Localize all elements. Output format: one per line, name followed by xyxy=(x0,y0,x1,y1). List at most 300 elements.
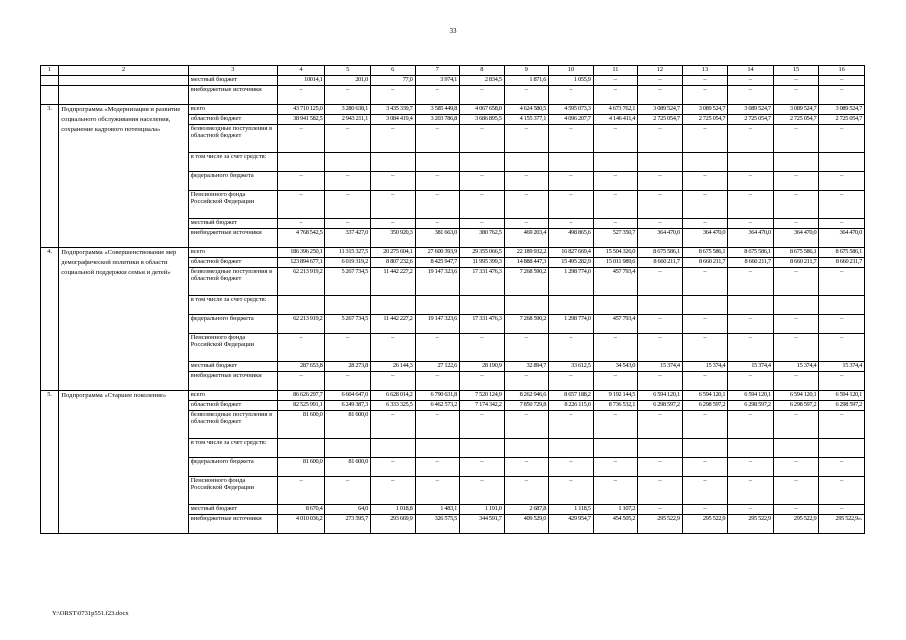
value-cell: – xyxy=(682,219,728,229)
value-cell: – xyxy=(504,477,549,505)
value-cell: 11 442 227,2 xyxy=(370,315,415,334)
value-cell: – xyxy=(460,125,505,153)
value-cell: – xyxy=(773,315,819,334)
funding-source-cell: в том числе за счет средств: xyxy=(188,439,277,458)
header-cell: 11 xyxy=(593,66,638,76)
value-cell: – xyxy=(638,477,683,505)
funding-source-cell: в том числе за счет средств: xyxy=(188,296,277,315)
value-cell xyxy=(638,153,683,172)
value-cell: 6 298 597,2 xyxy=(819,401,865,411)
value-cell: – xyxy=(370,191,415,219)
value-cell xyxy=(819,153,865,172)
table-row xyxy=(41,391,865,401)
funding-source-cell: внебюджетные источники xyxy=(188,86,277,105)
value-cell: 1 298 774,0 xyxy=(549,268,594,296)
value-cell: 364 470,0 xyxy=(773,229,819,248)
value-cell: – xyxy=(504,191,549,219)
value-cell: – xyxy=(819,372,865,391)
value-cell: 344 591,7 xyxy=(460,515,505,534)
value-cell: 381 663,0 xyxy=(415,229,460,248)
value-cell xyxy=(277,296,325,315)
value-cell: – xyxy=(819,458,865,477)
value-cell: 82 525 991,1 xyxy=(277,401,325,411)
program-name-cell xyxy=(59,86,189,105)
value-cell: – xyxy=(593,76,638,86)
value-cell: 81 600,0 xyxy=(325,458,371,477)
table-row xyxy=(41,105,865,115)
value-cell: 8 670,4 xyxy=(277,505,325,515)
value-cell xyxy=(370,439,415,458)
value-cell: 2 725 054,7 xyxy=(773,115,819,125)
value-cell: – xyxy=(593,458,638,477)
value-cell: – xyxy=(415,219,460,229)
value-cell: – xyxy=(549,411,594,439)
value-cell: – xyxy=(277,477,325,505)
value-cell: – xyxy=(415,411,460,439)
value-cell: 3 435 339,7 xyxy=(370,105,415,115)
value-cell: 27 122,6 xyxy=(415,362,460,372)
value-cell: – xyxy=(460,191,505,219)
value-cell: – xyxy=(773,458,819,477)
value-cell: 4 768 542,5 xyxy=(277,229,325,248)
value-cell: – xyxy=(728,372,774,391)
value-cell: 3 686 895,5 xyxy=(460,115,505,125)
value-cell xyxy=(325,296,371,315)
value-cell: – xyxy=(325,191,371,219)
value-cell: – xyxy=(504,411,549,439)
value-cell: 62 213 919,2 xyxy=(277,268,325,296)
value-cell: – xyxy=(460,86,505,105)
value-cell xyxy=(819,296,865,315)
value-cell xyxy=(728,439,774,458)
value-cell: 498 865,6 xyxy=(549,229,594,248)
value-cell: 7 520 124,9 xyxy=(460,391,505,401)
value-cell: – xyxy=(638,172,683,191)
value-cell: 8 675 586,1 xyxy=(773,248,819,258)
value-cell: – xyxy=(504,372,549,391)
value-cell: 38 941 582,5 xyxy=(277,115,325,125)
value-cell: 6 604 647,0 xyxy=(325,391,371,401)
value-cell: – xyxy=(819,172,865,191)
funding-source-cell: местный бюджет xyxy=(188,219,277,229)
value-cell: 4 673 762,1 xyxy=(593,105,638,115)
value-cell: – xyxy=(682,372,728,391)
value-cell xyxy=(325,439,371,458)
value-cell: 26 144,3 xyxy=(370,362,415,372)
value-cell: 7 850 729,8 xyxy=(504,401,549,411)
value-cell: – xyxy=(773,505,819,515)
value-cell: 6 594 120,1 xyxy=(819,391,865,401)
value-cell: – xyxy=(549,458,594,477)
value-cell: – xyxy=(504,334,549,362)
value-cell: – xyxy=(773,334,819,362)
value-cell: 7 174 342,2 xyxy=(460,401,505,411)
value-cell: – xyxy=(728,458,774,477)
value-cell: 8 675 586,1 xyxy=(638,248,683,258)
value-cell xyxy=(415,153,460,172)
value-cell xyxy=(773,153,819,172)
value-cell: – xyxy=(682,86,728,105)
row-number-cell xyxy=(41,86,59,105)
value-cell: 2 725 054,7 xyxy=(682,115,728,125)
value-cell: 293 669,9 xyxy=(370,515,415,534)
value-cell: 15 495 282,9 xyxy=(549,258,594,268)
value-cell: 1 018,8 xyxy=(370,505,415,515)
value-cell: 15 374,4 xyxy=(819,362,865,372)
value-cell: – xyxy=(819,477,865,505)
value-cell xyxy=(504,439,549,458)
value-cell: – xyxy=(728,411,774,439)
value-cell: 15 011 989,6 xyxy=(593,258,638,268)
value-cell: – xyxy=(415,191,460,219)
value-cell: – xyxy=(819,334,865,362)
value-cell: 9 192 144,5 xyxy=(593,391,638,401)
value-cell: – xyxy=(593,191,638,219)
value-cell xyxy=(593,439,638,458)
value-cell: 1 483,1 xyxy=(415,505,460,515)
value-cell: – xyxy=(682,411,728,439)
value-cell: – xyxy=(593,477,638,505)
value-cell: – xyxy=(593,86,638,105)
value-cell: 186 396 250,1 xyxy=(277,248,325,258)
value-cell: – xyxy=(325,219,371,229)
value-cell: 457 793,4 xyxy=(593,268,638,296)
value-cell: 20 275 604,1 xyxy=(370,248,415,258)
value-cell: – xyxy=(728,477,774,505)
value-cell: 3 089 524,7 xyxy=(638,105,683,115)
value-cell: 6 249 387,3 xyxy=(325,401,371,411)
value-cell: – xyxy=(277,86,325,105)
value-cell: 7 268 590,2 xyxy=(504,268,549,296)
value-cell: – xyxy=(773,411,819,439)
value-cell: – xyxy=(415,125,460,153)
header-cell: 1 xyxy=(41,66,59,76)
value-cell: 3 089 524,7 xyxy=(728,105,774,115)
value-cell: – xyxy=(819,191,865,219)
value-cell: 34 543,0 xyxy=(593,362,638,372)
value-cell xyxy=(638,296,683,315)
value-cell: 3 280 638,1 xyxy=(325,105,371,115)
value-cell: – xyxy=(549,191,594,219)
value-cell: – xyxy=(460,172,505,191)
value-cell: 8 675 586,1 xyxy=(819,248,865,258)
value-cell: 409 529,0 xyxy=(504,515,549,534)
value-cell xyxy=(370,296,415,315)
header-cell: 12 xyxy=(638,66,683,76)
value-cell: – xyxy=(370,219,415,229)
value-cell xyxy=(773,296,819,315)
value-cell xyxy=(682,439,728,458)
page-number: 33 xyxy=(449,27,457,35)
value-cell: 28 273,8 xyxy=(325,362,371,372)
value-cell xyxy=(549,153,594,172)
value-cell: 27 600 393,9 xyxy=(415,248,460,258)
value-cell: – xyxy=(460,411,505,439)
value-cell: – xyxy=(549,125,594,153)
value-cell: – xyxy=(277,334,325,362)
value-cell: – xyxy=(638,458,683,477)
value-cell: – xyxy=(325,172,371,191)
header-cell: 14 xyxy=(728,66,774,76)
value-cell: – xyxy=(325,334,371,362)
funding-source-cell: Пенсионного фонда Российской Федерации xyxy=(188,334,277,362)
value-cell: – xyxy=(325,372,371,391)
value-cell: 6 298 597,2 xyxy=(638,401,683,411)
value-cell: 1 871,6 xyxy=(504,76,549,86)
value-cell: – xyxy=(325,86,371,105)
value-cell: 6 594 120,1 xyxy=(728,391,774,401)
value-cell: – xyxy=(638,505,683,515)
value-cell xyxy=(773,439,819,458)
value-cell: – xyxy=(638,191,683,219)
table-row xyxy=(41,86,865,105)
value-cell: 8 736 532,1 xyxy=(593,401,638,411)
value-cell: – xyxy=(773,172,819,191)
value-cell xyxy=(504,296,549,315)
value-cell: 1 055,9 xyxy=(549,76,594,86)
value-cell: 7 268 590,2 xyxy=(504,315,549,334)
value-cell: 6 019 319,2 xyxy=(325,258,371,268)
program-name-cell: Подпрограмма «Модернизация и развитие социального обслуживания населения, сохранение кадрового потенциала» xyxy=(59,105,189,248)
value-cell: – xyxy=(277,219,325,229)
value-cell: – xyxy=(593,334,638,362)
value-cell: 4 010 036,2 xyxy=(277,515,325,534)
value-cell: 8 657 188,2 xyxy=(549,391,594,401)
value-cell: – xyxy=(819,125,865,153)
header-cell: 4 xyxy=(277,66,325,76)
value-cell: 8 660 211,7 xyxy=(819,258,865,268)
value-cell: – xyxy=(638,315,683,334)
value-cell xyxy=(415,296,460,315)
value-cell: 8 425 947,7 xyxy=(415,258,460,268)
value-cell xyxy=(819,439,865,458)
value-cell xyxy=(460,153,505,172)
header-cell: 16 xyxy=(819,66,865,76)
value-cell xyxy=(415,439,460,458)
value-cell: 469 203,4 xyxy=(504,229,549,248)
value-cell: 364 470,0 xyxy=(638,229,683,248)
value-cell: – xyxy=(549,334,594,362)
value-cell: – xyxy=(460,334,505,362)
value-cell: 15 504 326,0 xyxy=(593,248,638,258)
value-cell: 364 470,0 xyxy=(682,229,728,248)
value-cell xyxy=(370,153,415,172)
value-cell: 123 894 677,1 xyxy=(277,258,325,268)
table-row xyxy=(41,76,865,86)
value-cell: – xyxy=(504,219,549,229)
value-cell: 11 442 227,2 xyxy=(370,268,415,296)
funding-source-cell: безвозмездные поступления в областной бюджет xyxy=(188,268,277,296)
funding-source-cell: внебюджетные источники xyxy=(188,372,277,391)
value-cell: 10014,1 xyxy=(277,76,325,86)
value-cell: 3 089 524,7 xyxy=(819,105,865,115)
value-cell: 15 374,4 xyxy=(638,362,683,372)
value-cell: – xyxy=(460,458,505,477)
value-cell: 15 374,4 xyxy=(682,362,728,372)
value-cell: 15 374,4 xyxy=(773,362,819,372)
value-cell: – xyxy=(549,372,594,391)
row-number-cell: 4. xyxy=(41,248,59,391)
value-cell: 81 600,0 xyxy=(277,458,325,477)
value-cell: 6 333 325,5 xyxy=(370,401,415,411)
value-cell: 32 894,7 xyxy=(504,362,549,372)
value-cell: 295 522,9». xyxy=(819,515,865,534)
value-cell: 2 725 054,7 xyxy=(819,115,865,125)
funding-source-cell: местный бюджет xyxy=(188,362,277,372)
value-cell: – xyxy=(415,86,460,105)
value-cell: – xyxy=(370,411,415,439)
funding-source-cell: всего xyxy=(188,105,277,115)
value-cell: – xyxy=(773,268,819,296)
value-cell xyxy=(460,439,505,458)
value-cell: – xyxy=(415,458,460,477)
value-cell: – xyxy=(773,191,819,219)
value-cell: 6 594 120,1 xyxy=(682,391,728,401)
value-cell: 14 888 447,3 xyxy=(504,258,549,268)
value-cell: – xyxy=(638,76,683,86)
value-cell: – xyxy=(504,172,549,191)
value-cell: – xyxy=(819,268,865,296)
value-cell: – xyxy=(460,219,505,229)
header-cell: 9 xyxy=(504,66,549,76)
value-cell: 6 594 120,1 xyxy=(638,391,683,401)
value-cell: 454 505,2 xyxy=(593,515,638,534)
value-cell: 8 675 586,1 xyxy=(682,248,728,258)
value-cell: – xyxy=(415,477,460,505)
value-cell: 62 213 919,2 xyxy=(277,315,325,334)
value-cell: – xyxy=(728,172,774,191)
value-cell: 8 660 211,7 xyxy=(773,258,819,268)
value-cell: – xyxy=(370,172,415,191)
value-cell: 2 834,5 xyxy=(460,76,505,86)
value-cell: 6 298 597,2 xyxy=(773,401,819,411)
header-cell: 15 xyxy=(773,66,819,76)
value-cell: 3 974,1 xyxy=(415,76,460,86)
value-cell: – xyxy=(593,125,638,153)
value-cell: – xyxy=(277,172,325,191)
value-cell: 1 107,2 xyxy=(593,505,638,515)
funding-source-cell: всего xyxy=(188,248,277,258)
value-cell: 6 462 573,2 xyxy=(415,401,460,411)
value-cell: 8 807 232,6 xyxy=(370,258,415,268)
value-cell: 380 762,5 xyxy=(460,229,505,248)
value-cell: 527 350,7 xyxy=(593,229,638,248)
value-cell: 1 298 774,0 xyxy=(549,315,594,334)
value-cell: 295 522,9 xyxy=(638,515,683,534)
value-cell xyxy=(325,153,371,172)
value-cell: – xyxy=(325,125,371,153)
value-cell: – xyxy=(415,334,460,362)
program-name-cell: Подпрограмма «Старшее поколение» xyxy=(59,391,189,534)
header-cell: 5 xyxy=(325,66,371,76)
value-cell: 22 189 932,2 xyxy=(504,248,549,258)
value-cell: 15 374,4 xyxy=(728,362,774,372)
value-cell: 201,0 xyxy=(325,76,371,86)
value-cell: 77,0 xyxy=(370,76,415,86)
value-cell: – xyxy=(773,86,819,105)
value-cell xyxy=(638,439,683,458)
value-cell: 4 096 207,7 xyxy=(549,115,594,125)
value-cell: – xyxy=(504,86,549,105)
value-cell: 8 660 211,7 xyxy=(638,258,683,268)
value-cell: 295 522,9 xyxy=(682,515,728,534)
value-cell: 337 427,0 xyxy=(325,229,371,248)
value-cell: – xyxy=(460,477,505,505)
value-cell: – xyxy=(277,372,325,391)
value-cell: 19 147 323,6 xyxy=(415,268,460,296)
value-cell: – xyxy=(773,219,819,229)
funding-source-cell: областной бюджет xyxy=(188,258,277,268)
value-cell: 8 675 586,1 xyxy=(728,248,774,258)
value-cell: – xyxy=(415,172,460,191)
budget-table xyxy=(40,65,865,534)
file-path-footer: Y:\ORST\0731p551.f23.docx xyxy=(52,610,129,617)
value-cell xyxy=(549,439,594,458)
header-cell: 13 xyxy=(682,66,728,76)
value-cell: – xyxy=(638,268,683,296)
value-cell: 6 594 120,1 xyxy=(773,391,819,401)
header-cell: 6 xyxy=(370,66,415,76)
value-cell: 429 954,7 xyxy=(549,515,594,534)
value-cell: – xyxy=(773,76,819,86)
value-cell: 8 262 946,6 xyxy=(504,391,549,401)
value-cell: 11 315 327,5 xyxy=(325,248,371,258)
value-cell xyxy=(277,153,325,172)
value-cell: – xyxy=(370,477,415,505)
value-cell: – xyxy=(682,268,728,296)
funding-source-cell: всего xyxy=(188,391,277,401)
row-number-cell: 5. xyxy=(41,391,59,534)
value-cell xyxy=(277,439,325,458)
value-cell: – xyxy=(549,477,594,505)
value-cell: 8 660 211,7 xyxy=(682,258,728,268)
value-cell: 364 470,0 xyxy=(819,229,865,248)
value-cell: 2 725 054,7 xyxy=(728,115,774,125)
funding-source-cell: Пенсионного фонда Российской Федерации xyxy=(188,477,277,505)
value-cell: – xyxy=(593,172,638,191)
value-cell: 11 995 399,3 xyxy=(460,258,505,268)
value-cell: – xyxy=(370,372,415,391)
value-cell: 81 600,0 xyxy=(277,411,325,439)
value-cell: – xyxy=(819,315,865,334)
value-cell: 3 203 786,8 xyxy=(415,115,460,125)
value-cell: 16 827 669,4 xyxy=(549,248,594,258)
header-cell: 10 xyxy=(549,66,594,76)
value-cell: 6 298 597,2 xyxy=(682,401,728,411)
value-cell: – xyxy=(682,477,728,505)
value-cell: – xyxy=(819,411,865,439)
value-cell: – xyxy=(682,458,728,477)
value-cell: 4 146 411,4 xyxy=(593,115,638,125)
value-cell: 81 600,0 xyxy=(325,411,371,439)
header-cell: 3 xyxy=(188,66,277,76)
value-cell xyxy=(460,296,505,315)
value-cell: 86 626 297,7 xyxy=(277,391,325,401)
funding-source-cell: в том числе за счет средств: xyxy=(188,153,277,172)
value-cell: – xyxy=(549,86,594,105)
value-cell: – xyxy=(593,219,638,229)
value-cell: 6 628 014,2 xyxy=(370,391,415,401)
value-cell: – xyxy=(549,219,594,229)
value-cell: 4 155 377,1 xyxy=(504,115,549,125)
funding-source-cell: областной бюджет xyxy=(188,401,277,411)
value-cell: 287 653,8 xyxy=(277,362,325,372)
funding-source-cell: местный бюджет xyxy=(188,505,277,515)
funding-source-cell: безвозмездные поступления в областной бюджет xyxy=(188,125,277,153)
value-cell: 6 298 597,2 xyxy=(728,401,774,411)
value-cell: – xyxy=(638,86,683,105)
value-cell: 295 522,9 xyxy=(728,515,774,534)
